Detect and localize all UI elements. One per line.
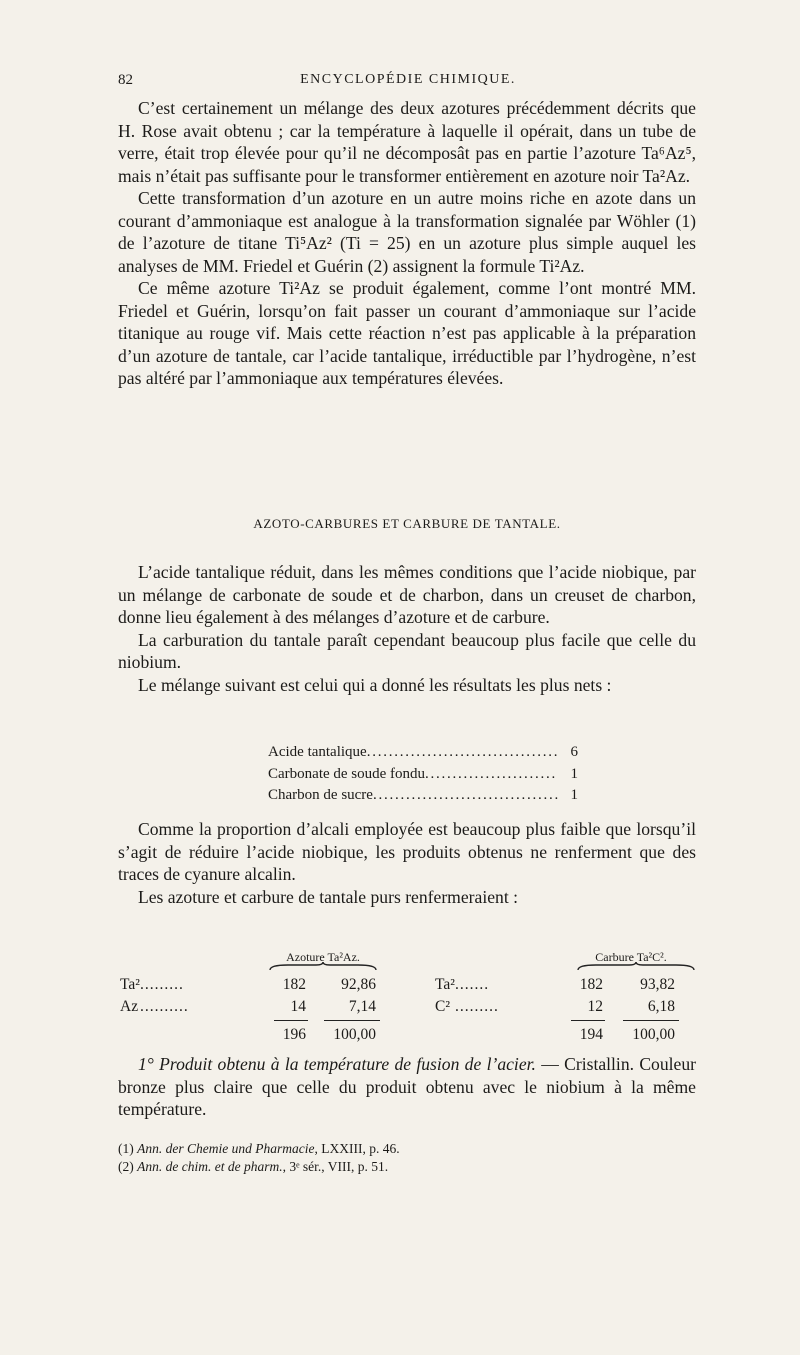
brace-icon <box>268 962 378 972</box>
after-recipe-text <box>118 818 696 908</box>
paragraph: C’est certainement un mélange des deux azotures précédemment décrits que H. Rose avait obtenu ; car la température à laquelle il opérait, dans un tube de verre, était trop élevée pour qu’il ne décomposât pas en partie l’azoture Ta⁶Az⁵, mais n’était pas suffisante pour le transformer entièrement en azoture noir Ta²Az. <box>118 98 696 186</box>
middle-text <box>118 561 696 696</box>
recipe-list <box>268 742 578 807</box>
product-heading: 1° Produit obtenu à la température de fusion de l’acier. <box>138 1054 536 1074</box>
recipe-row: Acide tantalique . . . 6 <box>268 742 578 764</box>
running-title: ENCYCLOPÉDIE CHIMIQUE. <box>300 72 516 87</box>
footnotes <box>118 1140 696 1176</box>
recipe-row: Charbon de sucre . . . 1 <box>268 785 578 807</box>
footnote: (1) Ann. der Chemie und Pharmacie, LXXIII, p. 46. <box>118 1141 400 1156</box>
document-page: 82 ENCYCLOPÉDIE CHIMIQUE. C’est certainement un mélange des deux azotures précédemment décrits que H. Rose avait obtenu ; car la température à laquelle il opérait, dans un tube de verre, était trop élevée pour qu’il ne décomposât pas en partie l’azoture Ta⁶Az⁵, mais n’était pas suffisante pour le transformer entièrement en azoture noir Ta²Az. Cette transformation d’un azoture en un autre moins riche en azote dans un courant d’ammoniaque est analogue à la transformation signalée par Wöhler (1) de l’azoture de titane Ti⁵Az² (Ti = 25) en un azoture plus simple auquel les analyses de MM. Friedel et Guérin (2) assignent la formule Ti²Az. Ce même azoture Ti²Az se produit également, comme l’ont montré MM. Friedel et Guérin, lorsqu’on fait passer un courant d’ammoniaque sur l’acide titanique au rouge vif. Mais cette réaction n’est pas applicable à la préparation d’un azoture de tantale, car l’acide tantalique, irréductible par l’hydrogène, n’est pas altéré par l’ammoniaque aux températures élevées. AZOTO-CARBURES ET CARBURE DE TANTALE. L’acide tantalique réduit, dans les mêmes conditions que l’acide niobique, par un mélange de carbonate de soude et de charbon, dans un creuset de charbon, donne lieu également à des mélanges d’azoture et de carbure. La carburation du tantale paraît cependant beaucoup plus facile que celle du niobium. Le mélange suivant est celui qui a donné les résultats les plus nets : Acide tantalique . . . 6 Carbonate de soude fondu . . . 1 Charbon de sucre . . . 1 Comme la proportion d’alcali employée est beaucoup plus faible que lorsqu’il s’agit de réduire l’acide niobique, les produits obtenus ne renferment que des traces de cyanure alcalin. Les azoture et carbure de tantale purs renfermeraient : Azoture Ta²Az. Ta² ......... 182 92,86 Az .......... 14 7,14 196 100,00 Carbure Ta²C². Ta² ....... 182 93,82 C² ......... 12 6,18 194 100,00 1° Produit obtenu à la température de fusion de l’acier. — Cristallin. Couleur bronze plus claire que celle du produit obtenu avec le niobium à la même température. (1) Ann. der Chemie und Pharmacie, LXXIII, p. 46. (2) Ann. de chim. et de pharm., 3ᵉ sér., VIII, p. 51. <box>0 0 800 1355</box>
page-header <box>118 72 698 92</box>
final-text <box>118 1053 696 1121</box>
paragraph: 1° Produit obtenu à la température de fusion de l’acier. — Cristallin. Couleur bronze plus claire que celle du produit obtenu avec le niobium à la même température. <box>118 1054 697 1119</box>
page-number: 82 <box>118 72 133 88</box>
sum-rule <box>324 1020 380 1021</box>
sum-rule <box>571 1020 605 1021</box>
sum-rule <box>274 1020 308 1021</box>
sum-rule <box>623 1020 679 1021</box>
paragraph: La carburation du tantale paraît cependant beaucoup plus facile que celle du niobium. <box>118 629 696 672</box>
footnote: (2) Ann. de chim. et de pharm., 3ᵉ sér., VIII, p. 51. <box>118 1159 389 1174</box>
paragraph: Comme la proportion d’alcali employée est beaucoup plus faible que lorsqu’il s’agit de réduire l’acide niobique, les produits obtenus ne renferment que des traces de cyanure alcalin. <box>118 819 696 884</box>
brace-icon <box>576 962 696 972</box>
paragraph: Les azoture et carbure de tantale purs renfermeraient : <box>138 886 519 907</box>
paragraph: L’acide tantalique réduit, dans les mêmes conditions que l’acide niobique, par un mélange de carbonate de soude et de charbon, dans un creuset de charbon, donne lieu également à des mélanges d’azoture et de carbure. <box>118 562 696 627</box>
table-caption: Azoture Ta²Az. <box>286 950 360 964</box>
table-caption: Carbure Ta²C². <box>595 950 667 964</box>
paragraph: Cette transformation d’un azoture en un autre moins riche en azote dans un courant d’ammoniaque est analogue à la transformation signalée par Wöhler (1) de l’azoture de titane Ti⁵Az² (Ti = 25) en un azoture plus simple auquel les analyses de MM. Friedel et Guérin (2) assignent la formule Ti²Az. <box>118 188 696 276</box>
recipe-row: Carbonate de soude fondu . . . 1 <box>268 764 578 786</box>
paragraph: Ce même azoture Ti²Az se produit également, comme l’ont montré MM. Friedel et Guérin, lorsqu’on fait passer un courant d’ammoniaque sur l’acide titanique au rouge vif. Mais cette réaction n’est pas applicable à la préparation d’un azoture de tantale, car l’acide tantalique, irréductible par l’hydrogène, n’est pas altéré par l’ammoniaque aux températures élevées. <box>118 278 696 388</box>
section-heading: AZOTO-CARBURES ET CARBURE DE TANTALE. <box>253 516 561 531</box>
paragraph: Le mélange suivant est celui qui a donné les résultats les plus nets : <box>138 674 612 695</box>
top-text <box>118 97 696 390</box>
